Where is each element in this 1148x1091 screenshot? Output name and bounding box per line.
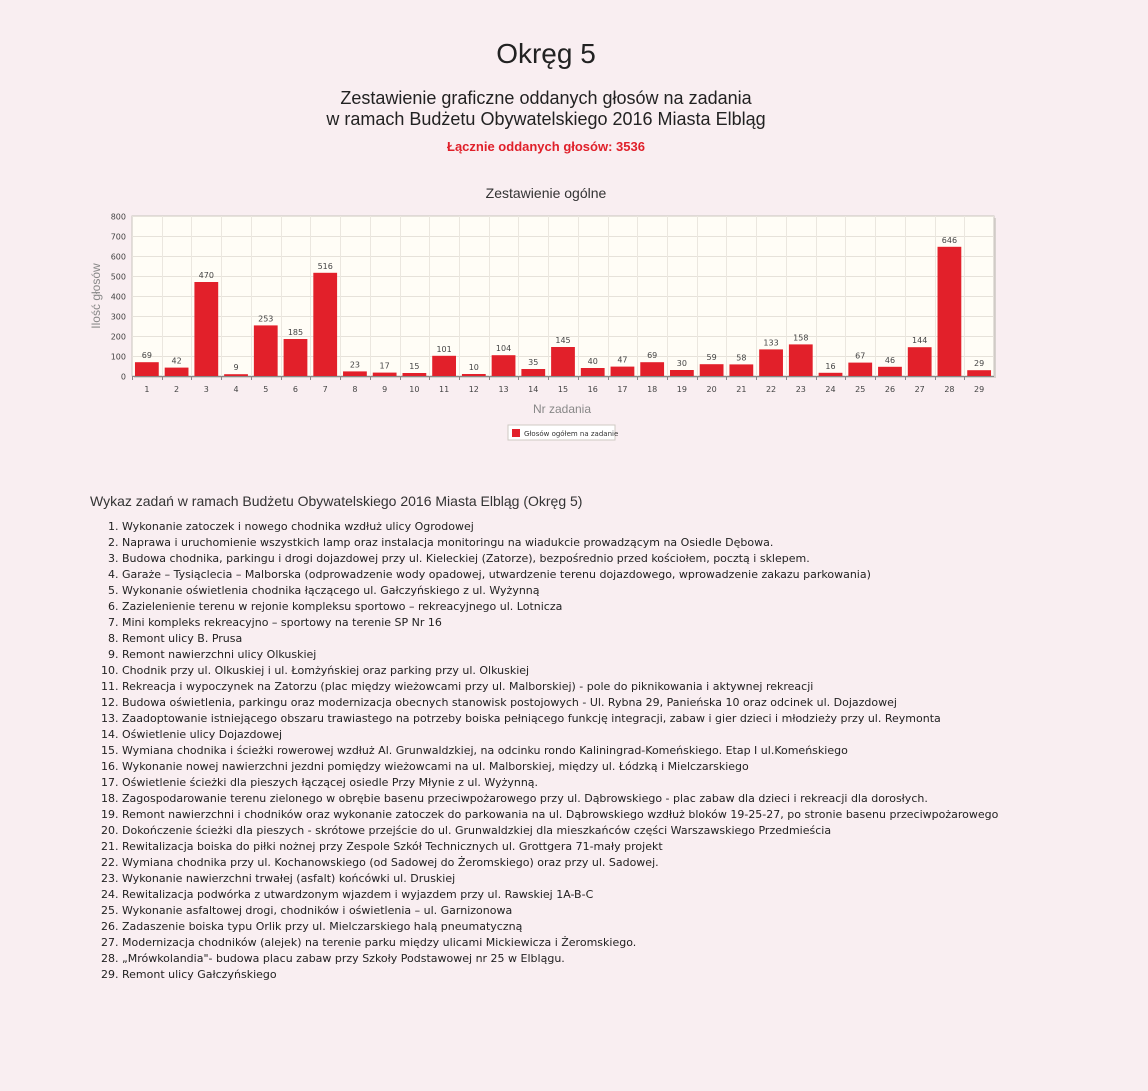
bar xyxy=(759,349,783,376)
task-item: 18. Zagospodarowanie terenu zielonego w obrębie basenu przeciwpożarowego przy ul. Dąbrowskiego - plac zabaw dla dzieci i rekreacji dla dorosłych. xyxy=(122,791,1022,807)
task-item: 13. Zaadoptowanie istniejącego obszaru trawiastego na potrzeby boiska pełniącego funkcję integracji, zabaw i gier dzieci i młodzieży przy ul. Reymonta xyxy=(122,711,1022,727)
y-tick-label: 300 xyxy=(110,312,126,322)
bar-value-label: 69 xyxy=(141,351,152,361)
bar-value-label: 67 xyxy=(855,351,866,361)
bar-value-label: 104 xyxy=(495,344,512,354)
y-tick-label: 500 xyxy=(110,272,126,282)
x-tick-label: 13 xyxy=(498,385,509,394)
task-item: 11. Rekreacja i wypoczynek na Zatorzu (plac między wieżowcami przy ul. Malborskiej) - pole do piknikowania i aktywnej rekreacji xyxy=(122,679,1022,695)
x-tick-label: 8 xyxy=(352,385,358,394)
bar-value-label: 30 xyxy=(676,359,687,368)
x-tick-label: 18 xyxy=(647,385,658,394)
x-tick-label: 10 xyxy=(409,385,420,394)
task-item: 20. Dokończenie ścieżki dla pieszych - skrótowe przejście do ul. Grunwaldzkiej dla mieszkańców części Warszawskiego Przedmieścia xyxy=(122,823,1022,839)
chart-title: Zestawienie ogólne xyxy=(485,185,607,201)
task-list xyxy=(82,519,1022,983)
task-item: 22. Wymiana chodnika przy ul. Kochanowskiego (od Sadowej do Żeromskiego) oraz przy ul. Sadowej. xyxy=(122,855,1022,871)
y-tick-label: 0 xyxy=(120,372,126,382)
bar-value-label: 58 xyxy=(736,353,747,363)
task-item: 6. Zazielenienie terenu w rejonie kompleksu sportowo – rekreacyjnego ul. Lotnicza xyxy=(122,599,1022,615)
bar xyxy=(908,347,932,376)
bar-value-label: 133 xyxy=(763,338,779,348)
x-tick-label: 23 xyxy=(795,385,806,394)
bar-value-label: 145 xyxy=(555,336,571,345)
page-subtitle xyxy=(0,88,1092,130)
x-tick-label: 19 xyxy=(676,385,687,394)
x-tick-label: 25 xyxy=(855,385,866,394)
bar-value-label: 470 xyxy=(198,271,214,280)
task-item: 24. Rewitalizacja podwórka z utwardzonym wjazdem i wyjazdem przy ul. Rawskiej 1A-B-C xyxy=(122,887,1022,903)
task-item: 5. Wykonanie oświetlenia chodnika łączącego ul. Gałczyńskiego z ul. Wyżynną xyxy=(122,583,1022,599)
bar xyxy=(729,364,753,376)
bar-value-label: 516 xyxy=(317,261,333,271)
bar xyxy=(135,362,159,376)
x-tick-label: 2 xyxy=(174,385,180,394)
bar-value-label: 40 xyxy=(587,357,598,366)
bar-value-label: 47 xyxy=(617,355,628,365)
bar xyxy=(938,247,962,376)
x-tick-label: 4 xyxy=(233,385,239,394)
bar-value-label: 185 xyxy=(287,328,304,337)
bar-value-label: 10 xyxy=(468,363,479,372)
x-tick-label: 21 xyxy=(736,385,747,394)
bar-value-label: 42 xyxy=(171,356,182,366)
y-axis-title: Ilość głosów xyxy=(89,263,103,329)
x-tick-label: 6 xyxy=(292,385,299,394)
x-tick-label: 15 xyxy=(557,385,569,394)
bar xyxy=(581,368,605,376)
task-item: 7. Mini kompleks rekreacyjno – sportowy na terenie SP Nr 16 xyxy=(122,615,1022,631)
bar xyxy=(284,339,308,376)
y-tick-label: 200 xyxy=(110,332,126,342)
x-tick-label: 20 xyxy=(706,385,717,394)
bar-value-label: 17 xyxy=(379,361,390,371)
bar-value-label: 16 xyxy=(825,361,836,371)
bar xyxy=(521,369,545,376)
bar xyxy=(402,373,426,376)
task-item: 17. Oświetlenie ścieżki dla pieszych łączącej osiedle Przy Młynie z ul. Wyżynną. xyxy=(122,775,1022,791)
task-item: 2. Naprawa i uruchomienie wszystkich lamp oraz instalacja monitoringu na wiadukcie prowadzącym na Osiedle Dębowa. xyxy=(122,535,1022,551)
votes-bar-chart xyxy=(0,200,1148,450)
task-item: 1. Wykonanie zatoczek i nowego chodnika wzdłuż ulicy Ogrodowej xyxy=(122,519,1022,535)
task-item: 23. Wykonanie nawierzchni trwałej (asfalt) końcówki ul. Druskiej xyxy=(122,871,1022,887)
bar-value-label: 101 xyxy=(436,344,452,354)
bar xyxy=(165,368,189,376)
task-list-heading: Wykaz zadań w ramach Budżetu Obywatelskiego 2016 Miasta Elbląg (Okręg 5) xyxy=(90,493,583,509)
bar xyxy=(492,355,516,376)
task-item: 9. Remont nawierzchni ulicy Olkuskiej xyxy=(122,647,1022,663)
legend-swatch xyxy=(512,429,520,437)
bar xyxy=(700,364,724,376)
task-item: 10. Chodnik przy ul. Olkuskiej i ul. Łomżyńskiej oraz parking przy ul. Olkuskiej xyxy=(122,663,1022,679)
bar xyxy=(551,347,575,376)
y-tick-label: 800 xyxy=(110,212,126,222)
bar-value-label: 35 xyxy=(528,358,539,367)
task-item: 15. Wymiana chodnika i ścieżki rowerowej wzdłuż Al. Grunwaldzkiej, na odcinku rondo Kaliningrad-Komeńskiego. Etap I ul.Komeńskiego xyxy=(122,743,1022,759)
task-item: 12. Budowa oświetlenia, parkingu oraz modernizacja obecnych stanowisk postojowych - Ul. Rybna 29, Panieńska 10 oraz odcinek ul. Dojazdowej xyxy=(122,695,1022,711)
bar xyxy=(462,374,486,376)
x-tick-label: 16 xyxy=(587,385,598,394)
bar-value-label: 59 xyxy=(706,353,717,363)
task-item: 3. Budowa chodnika, parkingu i drogi dojazdowej przy ul. Kieleckiej (Zatorze), bezpośrednio przed kościołem, pocztą i sklepem. xyxy=(122,551,1022,567)
bar xyxy=(343,371,367,376)
bar xyxy=(848,363,872,376)
x-tick-label: 7 xyxy=(322,385,328,394)
task-item: 8. Remont ulicy B. Prusa xyxy=(122,631,1022,647)
y-tick-label: 700 xyxy=(110,232,126,242)
bar-value-label: 15 xyxy=(409,362,420,371)
x-axis-title: Nr zadania xyxy=(532,402,592,416)
bar-value-label: 29 xyxy=(974,359,985,369)
bar xyxy=(789,344,813,376)
y-tick-label: 400 xyxy=(110,292,126,302)
bar-value-label: 253 xyxy=(258,314,274,324)
bar xyxy=(967,370,991,376)
x-tick-label: 5 xyxy=(263,385,269,394)
bar xyxy=(611,367,635,376)
task-item: 27. Modernizacja chodników (alejek) na terenie parku między ulicami Mickiewicza i Żeromskiego. xyxy=(122,935,1022,951)
bar xyxy=(224,374,248,376)
bar xyxy=(640,362,664,376)
x-tick-label: 29 xyxy=(974,385,985,394)
task-item: 19. Remont nawierzchni i chodników oraz wykonanie zatoczek do parkowania na ul. Dąbrowskiego wzdłuż bloków 19-25-27, po stronie basenu przeciwpożarowego xyxy=(122,807,1022,823)
x-tick-label: 3 xyxy=(203,385,209,394)
bar xyxy=(670,370,694,376)
bar xyxy=(313,273,337,376)
x-tick-label: 11 xyxy=(439,385,450,394)
bar xyxy=(819,373,843,376)
total-votes-label: Łącznie oddanych głosów: 3536 xyxy=(447,139,645,154)
bar xyxy=(432,356,456,376)
x-tick-label: 14 xyxy=(528,385,539,394)
bar xyxy=(373,373,397,376)
subtitle-line-2: w ramach Budżetu Obywatelskiego 2016 Miasta Elbląg xyxy=(326,109,766,129)
bar-value-label: 69 xyxy=(647,351,658,361)
subtitle-line-1: Zestawienie graficzne oddanych głosów na zadania xyxy=(340,88,752,108)
bar-value-label: 46 xyxy=(884,355,896,365)
bar-value-label: 646 xyxy=(941,235,958,245)
bar xyxy=(194,282,218,376)
bar xyxy=(254,325,278,376)
task-item: 4. Garaże – Tysiąclecia – Malborska (odprowadzenie wody opadowej, utwardzenie terenu dojazdowego, wprowadzenie zakazu parkowania) xyxy=(122,567,1022,583)
x-tick-label: 1 xyxy=(144,385,150,394)
x-tick-label: 22 xyxy=(765,385,777,394)
task-item: 28. „Mrówkolandia"- budowa placu zabaw przy Szkoły Podstawowej nr 25 w Elblągu. xyxy=(122,951,1022,967)
y-tick-label: 600 xyxy=(110,252,126,262)
x-tick-label: 12 xyxy=(468,385,479,394)
x-tick-label: 26 xyxy=(884,385,896,394)
x-tick-label: 27 xyxy=(914,385,925,394)
x-tick-label: 28 xyxy=(944,385,955,394)
task-item: 25. Wykonanie asfaltowej drogi, chodników i oświetlenia – ul. Garnizonowa xyxy=(122,903,1022,919)
bar-value-label: 9 xyxy=(233,363,239,373)
task-item: 26. Zadaszenie boiska typu Orlik przy ul. Mielczarskiego halą pneumatyczną xyxy=(122,919,1022,935)
task-item: 21. Rewitalizacja boiska do piłki nożnej przy Zespole Szkół Technicznych ul. Grottgera 71-mały projekt xyxy=(122,839,1022,855)
legend-label: Głosów ogółem na zadanie xyxy=(524,430,619,438)
bar xyxy=(878,367,902,376)
bar-value-label: 23 xyxy=(349,360,361,370)
y-tick-label: 100 xyxy=(110,352,126,362)
task-item: 14. Oświetlenie ulicy Dojazdowej xyxy=(122,727,1022,743)
bar-value-label: 144 xyxy=(912,336,928,346)
page-title: Okręg 5 xyxy=(496,38,596,69)
x-tick-label: 9 xyxy=(382,385,388,394)
task-item: 16. Wykonanie nowej nawierzchni jezdni pomiędzy wieżowcami na ul. Malborskiej, między ul. Łódzką i Mielczarskiego xyxy=(122,759,1022,775)
x-tick-label: 17 xyxy=(617,385,628,394)
bar-value-label: 158 xyxy=(793,333,809,343)
task-item: 29. Remont ulicy Gałczyńskiego xyxy=(122,967,1022,983)
x-tick-label: 24 xyxy=(825,385,836,394)
